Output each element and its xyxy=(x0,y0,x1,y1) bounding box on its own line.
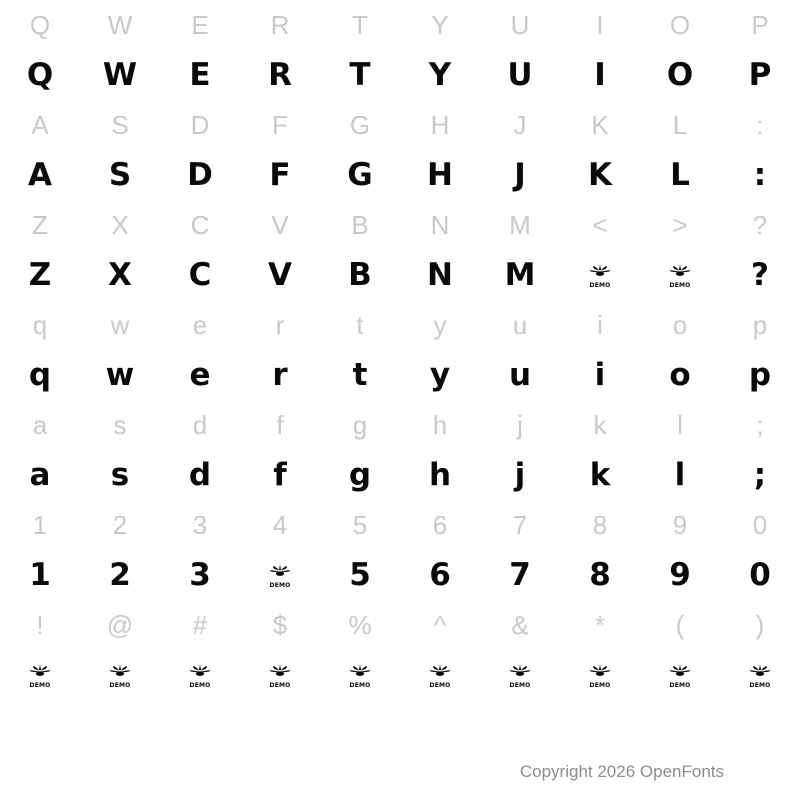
key-cell: : xyxy=(756,110,764,140)
glyph-cell xyxy=(320,663,400,689)
key-cell: # xyxy=(192,610,208,640)
key-cell: I xyxy=(596,10,604,40)
glyph-cell: g xyxy=(348,456,372,493)
glyph-cell xyxy=(640,663,720,689)
key-cell: < xyxy=(592,210,608,240)
key-cell: L xyxy=(672,110,688,140)
key-cell: R xyxy=(270,10,290,40)
glyph-cell: H xyxy=(427,156,453,193)
glyph-cell: 1 xyxy=(29,556,51,593)
glyph-cell: I xyxy=(594,56,606,93)
glyph-cell: y xyxy=(429,356,451,393)
glyph-cell: o xyxy=(669,356,691,393)
glyph-cell: W xyxy=(102,56,138,93)
key-cell: J xyxy=(513,110,527,140)
key-cell: % xyxy=(348,610,372,640)
key-cell: & xyxy=(511,610,529,640)
key-cell: > xyxy=(672,210,688,240)
key-cell: O xyxy=(669,10,691,40)
demo-ornament-icon: DEMO xyxy=(587,263,613,289)
key-cell: p xyxy=(752,310,768,340)
glyph-cell: k xyxy=(589,456,611,493)
key-cell: ^ xyxy=(433,610,447,640)
key-cell: t xyxy=(356,310,364,340)
glyph-cell: R xyxy=(268,56,292,93)
glyph-cell xyxy=(720,663,800,689)
key-cell: X xyxy=(111,210,129,240)
specimen-row xyxy=(0,600,800,650)
key-cell: S xyxy=(111,110,129,140)
key-cell: Z xyxy=(32,210,48,240)
demo-ornament-icon: DEMO xyxy=(507,663,533,689)
glyph-cell xyxy=(480,663,560,689)
glyph-cell: u xyxy=(508,356,532,393)
key-cell: H xyxy=(430,110,450,140)
glyph-cell: h xyxy=(428,456,452,493)
specimen-row xyxy=(0,150,800,200)
glyph-cell: F xyxy=(269,156,291,193)
key-cell: q xyxy=(32,310,48,340)
glyph-cell: A xyxy=(28,156,52,193)
glyph-cell: q xyxy=(28,356,52,393)
glyph-cell: ; xyxy=(753,456,767,493)
key-cell: a xyxy=(32,410,48,440)
key-cell: F xyxy=(272,110,288,140)
key-cell: T xyxy=(352,10,368,40)
glyph-cell: O xyxy=(666,56,694,93)
specimen-row xyxy=(0,650,800,702)
demo-ornament-icon: DEMO xyxy=(27,663,53,689)
glyph-cell: B xyxy=(348,256,372,293)
key-cell: * xyxy=(594,610,606,640)
glyph-cell: w xyxy=(105,356,135,393)
glyph-cell: V xyxy=(268,256,292,293)
glyph-cell: t xyxy=(352,356,368,393)
demo-ornament-icon: DEMO xyxy=(427,663,453,689)
glyph-cell: 5 xyxy=(349,556,371,593)
key-cell: 7 xyxy=(512,510,528,540)
key-cell: K xyxy=(591,110,609,140)
glyph-cell: Q xyxy=(26,56,54,93)
key-cell: f xyxy=(276,410,284,440)
key-cell: ) xyxy=(755,610,765,640)
key-cell: D xyxy=(190,110,210,140)
specimen-row xyxy=(0,0,800,50)
key-cell: N xyxy=(430,210,450,240)
key-cell: W xyxy=(107,10,133,40)
glyph-cell xyxy=(240,560,320,591)
key-cell: U xyxy=(510,10,530,40)
glyph-cell: L xyxy=(670,156,690,193)
glyph-cell: ? xyxy=(751,256,769,293)
key-cell: Y xyxy=(431,10,449,40)
key-cell: 9 xyxy=(672,510,688,540)
glyph-cell: f xyxy=(273,456,287,493)
key-cell: A xyxy=(31,110,49,140)
glyph-cell xyxy=(560,260,640,291)
specimen-row xyxy=(0,350,800,400)
key-cell: $ xyxy=(272,610,288,640)
glyph-cell xyxy=(0,663,80,689)
key-cell: 6 xyxy=(432,510,448,540)
specimen-row xyxy=(0,50,800,100)
glyph-cell: D xyxy=(187,156,213,193)
key-cell: 5 xyxy=(352,510,368,540)
demo-ornament-icon: DEMO xyxy=(107,663,133,689)
demo-ornament-icon: DEMO xyxy=(347,663,373,689)
glyph-cell: j xyxy=(514,456,526,493)
specimen-row xyxy=(0,450,800,500)
glyph-cell: C xyxy=(188,256,212,293)
glyph-cell: 2 xyxy=(109,556,131,593)
glyph-cell: p xyxy=(748,356,772,393)
glyph-cell: N xyxy=(427,256,453,293)
glyph-cell: S xyxy=(108,156,132,193)
key-cell: ? xyxy=(752,210,768,240)
key-cell: 2 xyxy=(112,510,128,540)
key-cell: r xyxy=(275,310,285,340)
glyph-cell: J xyxy=(514,156,526,193)
glyph-cell: 8 xyxy=(589,556,611,593)
key-cell: ; xyxy=(756,410,764,440)
specimen-row xyxy=(0,500,800,550)
glyph-cell: X xyxy=(108,256,132,293)
glyph-cell: e xyxy=(189,356,211,393)
key-cell: i xyxy=(597,310,603,340)
key-cell: 4 xyxy=(272,510,288,540)
key-cell: G xyxy=(349,110,371,140)
glyph-cell: Z xyxy=(28,256,52,293)
key-cell: l xyxy=(677,410,683,440)
copyright-notice: Copyright 2026 OpenFonts xyxy=(519,762,724,781)
glyph-cell xyxy=(80,663,160,689)
demo-ornament-icon: DEMO xyxy=(747,663,773,689)
glyph-cell: l xyxy=(674,456,686,493)
glyph-cell: r xyxy=(272,356,288,393)
glyph-cell: d xyxy=(188,456,212,493)
key-cell: P xyxy=(751,10,769,40)
glyph-cell: 0 xyxy=(749,556,771,593)
glyph-cell: 3 xyxy=(189,556,211,593)
glyph-cell: a xyxy=(29,456,51,493)
key-cell: C xyxy=(190,210,210,240)
glyph-cell xyxy=(560,663,640,689)
glyph-cell xyxy=(160,663,240,689)
key-cell: o xyxy=(672,310,688,340)
glyph-cell: E xyxy=(189,56,211,93)
glyph-cell: G xyxy=(347,156,373,193)
specimen-row xyxy=(0,100,800,150)
specimen-row xyxy=(0,200,800,250)
key-cell: M xyxy=(509,210,531,240)
glyph-cell: K xyxy=(587,156,613,193)
specimen-row xyxy=(0,550,800,600)
key-cell: d xyxy=(192,410,208,440)
glyph-cell xyxy=(400,663,480,689)
key-cell: V xyxy=(271,210,289,240)
key-cell: s xyxy=(113,410,127,440)
glyph-cell: 6 xyxy=(429,556,451,593)
demo-ornament-icon: DEMO xyxy=(187,663,213,689)
demo-ornament-icon: DEMO xyxy=(667,663,693,689)
glyph-cell xyxy=(240,663,320,689)
key-cell: 3 xyxy=(192,510,208,540)
specimen-row xyxy=(0,300,800,350)
key-cell: w xyxy=(110,310,130,340)
key-cell: @ xyxy=(106,610,134,640)
demo-ornament-icon: DEMO xyxy=(587,663,613,689)
key-cell: u xyxy=(512,310,528,340)
key-cell: ( xyxy=(675,610,685,640)
demo-ornament-icon: DEMO xyxy=(667,263,693,289)
specimen-row xyxy=(0,400,800,450)
key-cell: B xyxy=(351,210,369,240)
key-cell: y xyxy=(433,310,447,340)
glyph-cell: i xyxy=(594,356,606,393)
demo-ornament-icon: DEMO xyxy=(267,663,293,689)
key-cell: ! xyxy=(36,610,44,640)
key-cell: E xyxy=(191,10,209,40)
glyph-cell xyxy=(640,260,720,291)
key-cell: Q xyxy=(29,10,51,40)
key-cell: k xyxy=(593,410,607,440)
glyph-cell: 9 xyxy=(669,556,691,593)
glyph-cell: M xyxy=(504,256,536,293)
demo-ornament-icon: DEMO xyxy=(267,563,293,589)
glyph-cell: : xyxy=(753,156,767,193)
glyph-cell: U xyxy=(507,56,533,93)
key-cell: e xyxy=(192,310,208,340)
glyph-cell: P xyxy=(748,56,772,93)
specimen-row xyxy=(0,250,800,300)
glyph-cell: 7 xyxy=(509,556,531,593)
glyph-cell: T xyxy=(349,56,371,93)
key-cell: j xyxy=(517,410,523,440)
glyph-cell: s xyxy=(110,456,130,493)
glyph-cell: Y xyxy=(428,56,452,93)
key-cell: g xyxy=(352,410,368,440)
key-cell: 1 xyxy=(32,510,48,540)
key-cell: 8 xyxy=(592,510,608,540)
key-cell: 0 xyxy=(752,510,768,540)
key-cell: h xyxy=(432,410,448,440)
